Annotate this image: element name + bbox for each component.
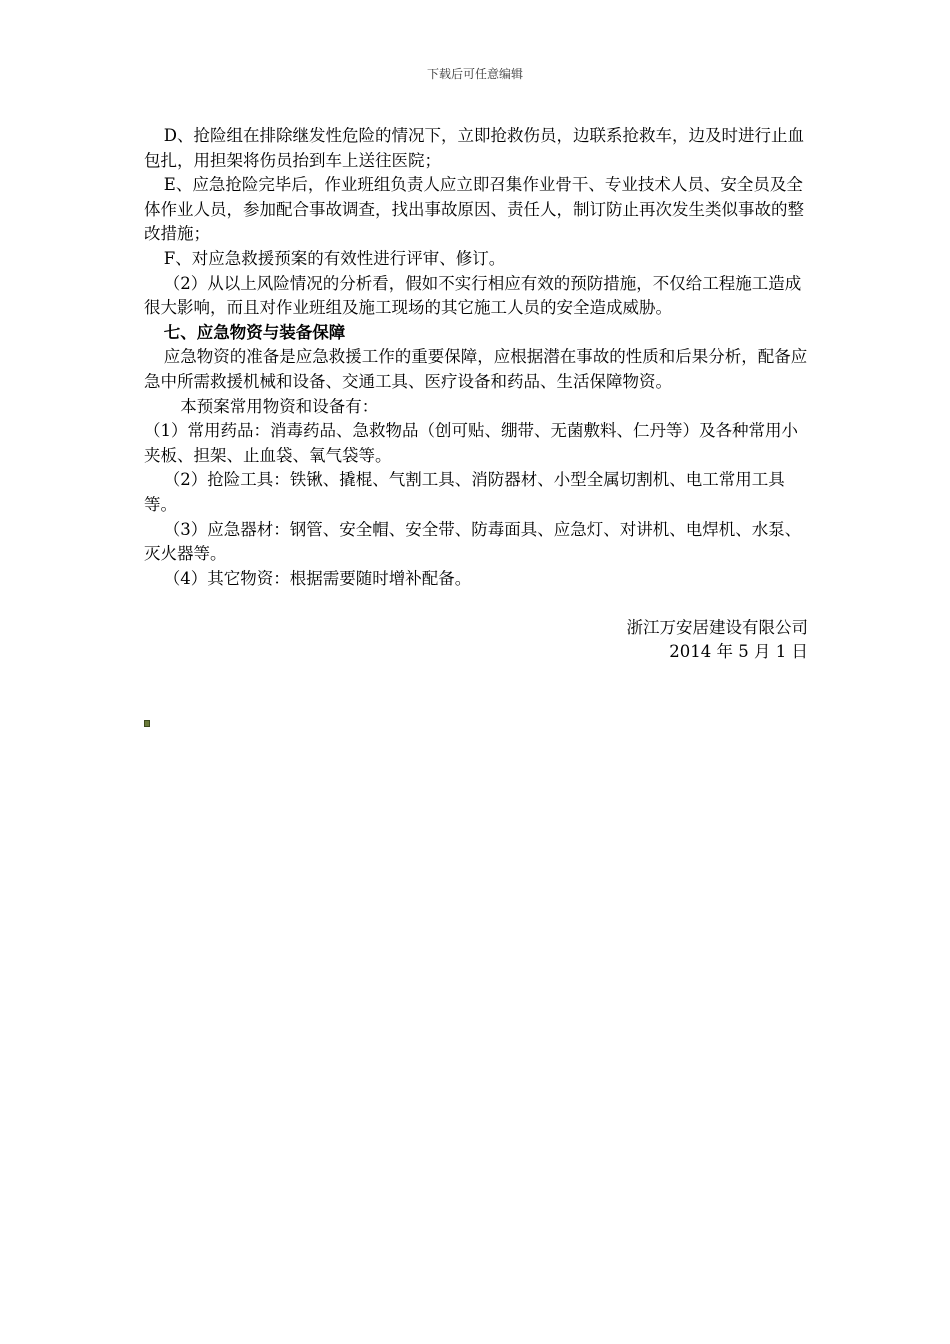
- signature-date: 2014 年 5 月 1 日: [669, 642, 808, 662]
- signature-company: 浙江万安居建设有限公司: [626, 617, 808, 637]
- anchor-marker-icon: [144, 720, 150, 727]
- document-body: [144, 124, 808, 665]
- section-heading-7: 七、应急物资与装备保障: [163, 322, 346, 342]
- list-item-4: （4）其它物资：根据需要随时增补配备。: [163, 568, 472, 588]
- paragraph-d: D、抢险组在排除继发性危险的情况下，立即抢救伤员，边联系抢救车，边及时进行止血包扎，用担架将伤员抬到车上送往医院；: [144, 126, 805, 170]
- paragraph-2: （2）从以上风险情况的分析看，假如不实行相应有效的预防措施，不仅给工程施工造成很大影响，而且对作业班组及施工现场的其它施工人员的安全造成威胁。: [144, 273, 802, 318]
- spacer: [144, 591, 808, 616]
- page-header: 下载后可任意编辑: [426, 67, 523, 81]
- paragraph-f: F、对应急救援预案的有效性进行评审、修订。: [163, 248, 506, 268]
- paragraph-list-intro: 本预案常用物资和设备有：: [180, 396, 379, 416]
- list-item-1: （1）常用药品：消毒药品、急救物品（创可贴、绷带、无菌敷料、仁丹等）及各种常用小夹板、担架、止血袋、氧气袋等。: [144, 421, 798, 465]
- paragraph-e: E、应急抢险完毕后，作业班组负责人应立即召集作业骨干、专业技术人员、安全员及全体作业人员，参加配合事故调查，找出事故原因、责任人，制订防止再次发生类似事故的整改措施；: [144, 175, 804, 244]
- list-item-3: （3）应急器材：钢管、安全帽、安全带、防毒面具、应急灯、对讲机、电焊机、水泵、灭火器等。: [144, 519, 802, 564]
- paragraph-supply: 应急物资的准备是应急救援工作的重要保障，应根据潜在事故的性质和后果分析，配备应急中所需救援机械和设备、交通工具、医疗设备和药品、生活保障物资。: [144, 347, 808, 391]
- list-item-2: （2）抢险工具：铁锹、撬棍、气割工具、消防器材、小型全属切割机、电工常用工具等。: [144, 470, 785, 514]
